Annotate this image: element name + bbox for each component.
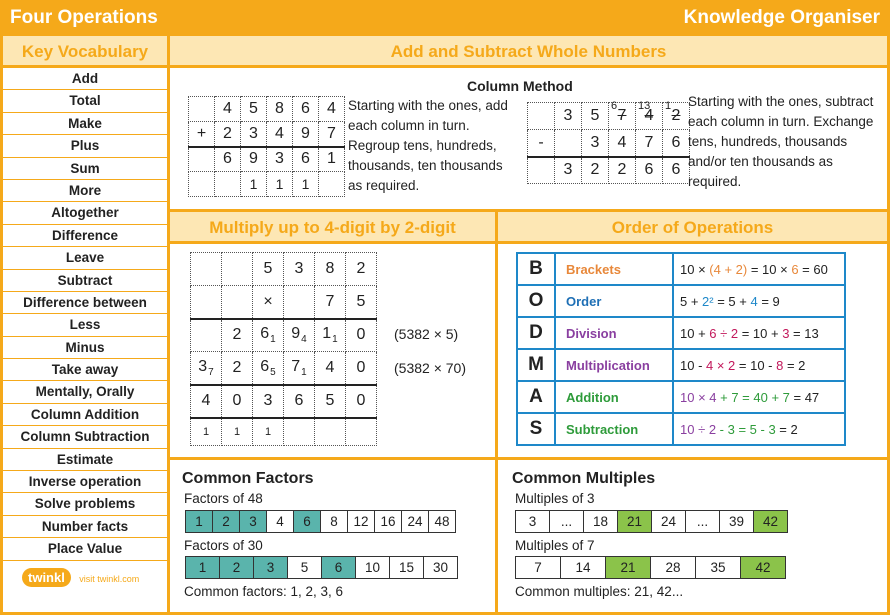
factor-cell: 4 [267,511,294,533]
vocabulary-list [3,68,167,561]
bodmas-letter: B [517,253,555,285]
bodmas-example [673,381,845,413]
vocabulary-item: Total [3,90,167,112]
example-part: 5 + [680,293,703,309]
exchange-digit: 6 [611,100,618,112]
vocabulary-item: Make [3,113,167,135]
grid-cell: 5 [346,286,377,319]
bodmas-row [517,317,845,349]
vocabulary-item: Altogether [3,202,167,224]
vocabulary-item: Add [3,68,167,90]
factor-cell: 8 [321,511,348,533]
digit: 4 [325,358,335,376]
grid-cell: 1 [319,147,345,172]
grid-cell: 4 [267,122,293,147]
grid-cell [663,100,690,130]
crossed-digit: 2 [671,107,681,124]
order-of-operations-title: Order of Operations [498,212,887,244]
factor-cell: 30 [424,557,458,579]
example-part: = 10 + [738,325,783,341]
add-subtract-title: Add and Subtract Whole Numbers [170,36,887,68]
example-part: - 3 [716,421,735,437]
multiple-cell: 3 [516,511,550,533]
vocabulary-item: More [3,180,167,202]
factors-30-label: Factors of 30 [184,538,263,553]
bodmas-name: Order [555,285,673,317]
grid-cell [215,172,241,197]
example-part: 4 [750,293,758,309]
exchange-digit: 1 [665,100,672,112]
vocabulary-item: Difference between [3,292,167,314]
common-factors-section [170,460,498,615]
bodmas-letter: A [517,381,555,413]
bodmas-example [673,413,845,445]
factors-30-row [185,556,458,579]
grid-cell: 5 [253,253,284,286]
grid-cell: 1 [241,172,267,197]
factor-cell: 15 [390,557,424,579]
digit: 2 [232,358,242,376]
grid-cell: 1 [253,418,284,446]
multiple-cell: 28 [651,557,696,579]
grid-cell [319,172,345,197]
factor-cell: 16 [375,511,402,533]
grid-cell: 3 [582,130,609,157]
grid-cell: 7 [319,122,345,147]
multiply-note-1: (5382 × 5) [394,326,459,342]
bodmas-example [673,285,845,317]
factor-cell: 12 [348,511,375,533]
grid-cell [528,103,555,130]
multiple-cell: 39 [720,511,754,533]
digit: 2 [232,326,242,344]
factor-cell: 1 [186,511,213,533]
example-part: = 10 × [747,261,792,277]
example-part: = 13 [789,325,819,341]
carry-digit: 1 [301,366,307,378]
grid-cell [253,352,284,385]
add-subtract-section [170,36,890,212]
bodmas-name: Division [555,317,673,349]
multiple-cell: 18 [584,511,618,533]
vocabulary-item: Column Subtraction [3,426,167,448]
page-header [0,0,890,36]
carry-digit: 4 [301,334,307,346]
grid-cell [222,352,253,385]
vocabulary-item: Mentally, Orally [3,381,167,403]
grid-cell: 9 [293,122,319,147]
grid-cell [636,100,663,130]
twinkl-logo-text: twinkl [22,568,71,587]
grid-cell: 2 [346,253,377,286]
grid-cell: 3 [555,157,582,184]
grid-cell: 7 [636,130,663,157]
example-part: = 10 - [735,357,777,373]
vocabulary-item: Number facts [3,516,167,538]
exchange-digit: 13 [638,100,651,112]
bodmas-letter: D [517,317,555,349]
vocabulary-sidebar [0,36,170,615]
grid-cell: 6 [636,157,663,184]
bodmas-row [517,413,845,445]
example-part: = 9 [757,293,780,309]
bodmas-example [673,253,845,285]
multiple-cell: ... [686,511,720,533]
multiply-section [170,212,498,460]
grid-cell [346,319,377,352]
multiples-3-row [515,510,788,533]
digit: 9 [291,325,301,343]
grid-cell [191,253,222,286]
example-part: 6 [791,261,799,277]
grid-cell: 4 [609,130,636,157]
grid-cell: 4 [191,385,222,418]
grid-cell: × [253,286,284,319]
grid-cell: 2 [215,122,241,147]
grid-cell: 2 [582,157,609,184]
subtraction-explanation: Starting with the ones, subtract each column in turn. Exchange tens, hundreds, thousands and/or ten thousands as required. [688,94,874,189]
example-part: 2² [702,293,714,309]
grid-cell: 3 [241,122,267,147]
bodmas-row [517,285,845,317]
bodmas-name: Subtraction [555,413,673,445]
grid-cell [253,319,284,352]
multiply-title: Multiply up to 4-digit by 2-digit [170,212,495,244]
grid-cell: 5 [315,385,346,418]
grid-cell: 6 [284,385,315,418]
grid-cell: 6 [215,147,241,172]
common-multiples-title: Common Multiples [512,470,656,487]
example-part: = 5 - 3 [734,421,776,437]
order-of-operations-section [498,212,890,460]
example-part: 10 × [680,261,710,277]
example-part: = 2 [775,421,798,437]
grid-cell: 1 [293,172,319,197]
digit: 1 [322,325,332,343]
bodmas-example [673,317,845,349]
carry-digit: 7 [208,366,214,378]
bodmas-letter: M [517,349,555,381]
common-multiples-text: Common multiples: 21, 42... [515,584,684,599]
grid-cell: 2 [609,157,636,184]
digit: 0 [356,358,366,376]
crossed-digit: 4 [644,107,654,124]
grid-cell: 1 [267,172,293,197]
subtraction-grid [527,102,690,184]
factor-cell: 48 [429,511,456,533]
example-part: 10 - [680,357,707,373]
grid-cell [284,418,315,446]
vocabulary-item: Solve problems [3,493,167,515]
grid-cell: 0 [222,385,253,418]
grid-cell: 6 [663,130,690,157]
factors-48-label: Factors of 48 [184,491,263,506]
multiple-cell: 21 [606,557,651,579]
grid-cell [284,286,315,319]
grid-cell [284,352,315,385]
example-part: 4 × 2 [706,357,736,373]
grid-cell: 0 [346,385,377,418]
grid-cell [284,319,315,352]
vocabulary-item: Place Value [3,538,167,560]
grid-cell [609,100,636,130]
vocabulary-item: Estimate [3,449,167,471]
digit: 3 [198,357,208,375]
multiplication-grid [190,252,377,446]
grid-cell: 9 [241,147,267,172]
twinkl-logo [22,568,139,587]
grid-cell: 3 [253,385,284,418]
multiple-cell: ... [550,511,584,533]
bodmas-row [517,253,845,285]
bodmas-letter: S [517,413,555,445]
grid-cell: 6 [663,157,690,184]
grid-cell [189,172,215,197]
grid-cell: 5 [582,103,609,130]
vocabulary-item: Take away [3,359,167,381]
grid-cell [315,352,346,385]
factor-cell: 2 [213,511,240,533]
vocabulary-item: Sum [3,158,167,180]
grid-cell [191,352,222,385]
vocabulary-item: Minus [3,337,167,359]
addition-explanation: Starting with the ones, add each column in turn. Regroup tens, hundreds, thousands, ten thousands as required. [348,98,508,193]
grid-cell [222,253,253,286]
multiples-7-label: Multiples of 7 [515,538,595,553]
factor-cell: 5 [288,557,322,579]
bodmas-name: Multiplication [555,349,673,381]
example-part: (4 + 2) [709,261,748,277]
factor-cell: 3 [240,511,267,533]
example-part: 10 × 4 [680,389,717,405]
carry-digit: 5 [270,366,276,378]
example-part: 3 [782,325,790,341]
header-title-left: Four Operations [10,7,158,28]
grid-cell [315,418,346,446]
vocabulary-item: Inverse operation [3,471,167,493]
vocabulary-item: Column Addition [3,404,167,426]
carry-digit: 1 [332,334,338,346]
multiple-cell: 24 [652,511,686,533]
example-part: = 40 + 7 [738,389,790,405]
multiple-cell: 21 [618,511,652,533]
example-part: + 7 [716,389,739,405]
example-part: 6 ÷ 2 [709,325,739,341]
grid-cell [191,319,222,352]
grid-cell [222,319,253,352]
bodmas-row [517,349,845,381]
common-multiples-section [498,460,890,615]
factors-48-row [185,510,456,533]
addition-grid [188,96,345,197]
grid-cell: + [189,122,215,147]
grid-cell [222,286,253,319]
example-part: 10 + [680,325,710,341]
column-method-title: Column Method [467,78,573,94]
grid-cell: 7 [315,286,346,319]
grid-cell [346,352,377,385]
multiple-cell: 35 [696,557,741,579]
grid-cell: 1 [222,418,253,446]
grid-cell: 4 [319,97,345,122]
crossed-digit: 7 [617,107,627,124]
factor-cell: 2 [220,557,254,579]
grid-cell: 6 [293,147,319,172]
digit: 7 [291,357,301,375]
digit: 6 [260,325,270,343]
factor-cell: 6 [294,511,321,533]
factor-cell: 10 [356,557,390,579]
vocabulary-title: Key Vocabulary [3,36,167,68]
grid-cell [189,147,215,172]
digit: 6 [260,357,270,375]
bodmas-letter: O [517,285,555,317]
example-part: = 2 [783,357,806,373]
multiple-cell: 14 [561,557,606,579]
grid-cell: 3 [284,253,315,286]
multiples-7-row [515,556,786,579]
grid-cell [191,286,222,319]
example-part: = 5 + [713,293,751,309]
grid-cell: 4 [215,97,241,122]
factor-cell: 6 [322,557,356,579]
bodmas-table [516,252,846,446]
bodmas-name: Brackets [555,253,673,285]
twinkl-url: visit twinkl.com [79,574,140,584]
grid-cell: - [528,130,555,157]
grid-cell: 8 [315,253,346,286]
vocabulary-item: Subtract [3,270,167,292]
grid-cell [315,319,346,352]
grid-cell: 5 [241,97,267,122]
grid-cell: 3 [267,147,293,172]
grid-cell: 6 [293,97,319,122]
multiple-cell: 42 [754,511,788,533]
bodmas-row [517,381,845,413]
example-part: = 60 [798,261,828,277]
vocabulary-item: Leave [3,247,167,269]
grid-cell [555,130,582,157]
common-factors-title: Common Factors [182,470,314,487]
common-factors-text: Common factors: 1, 2, 3, 6 [184,584,344,599]
grid-cell [189,97,215,122]
grid-cell [528,157,555,184]
multiply-note-2: (5382 × 70) [394,360,466,376]
vocabulary-item: Plus [3,135,167,157]
grid-cell: 1 [191,418,222,446]
example-part: 8 [776,357,784,373]
factor-cell: 1 [186,557,220,579]
factor-cell: 24 [402,511,429,533]
example-part: 10 ÷ 2 [680,421,717,437]
multiples-3-label: Multiples of 3 [515,491,595,506]
example-part: = 47 [789,389,820,405]
bodmas-example [673,349,845,381]
carry-digit: 1 [270,334,276,346]
multiple-cell: 7 [516,557,561,579]
grid-cell [346,418,377,446]
grid-cell: 8 [267,97,293,122]
grid-cell: 3 [555,103,582,130]
vocabulary-item: Difference [3,225,167,247]
digit: 0 [356,326,366,344]
bodmas-name: Addition [555,381,673,413]
multiple-cell: 42 [741,557,786,579]
vocabulary-item: Less [3,314,167,336]
factor-cell: 3 [254,557,288,579]
header-title-right: Knowledge Organiser [683,7,880,28]
